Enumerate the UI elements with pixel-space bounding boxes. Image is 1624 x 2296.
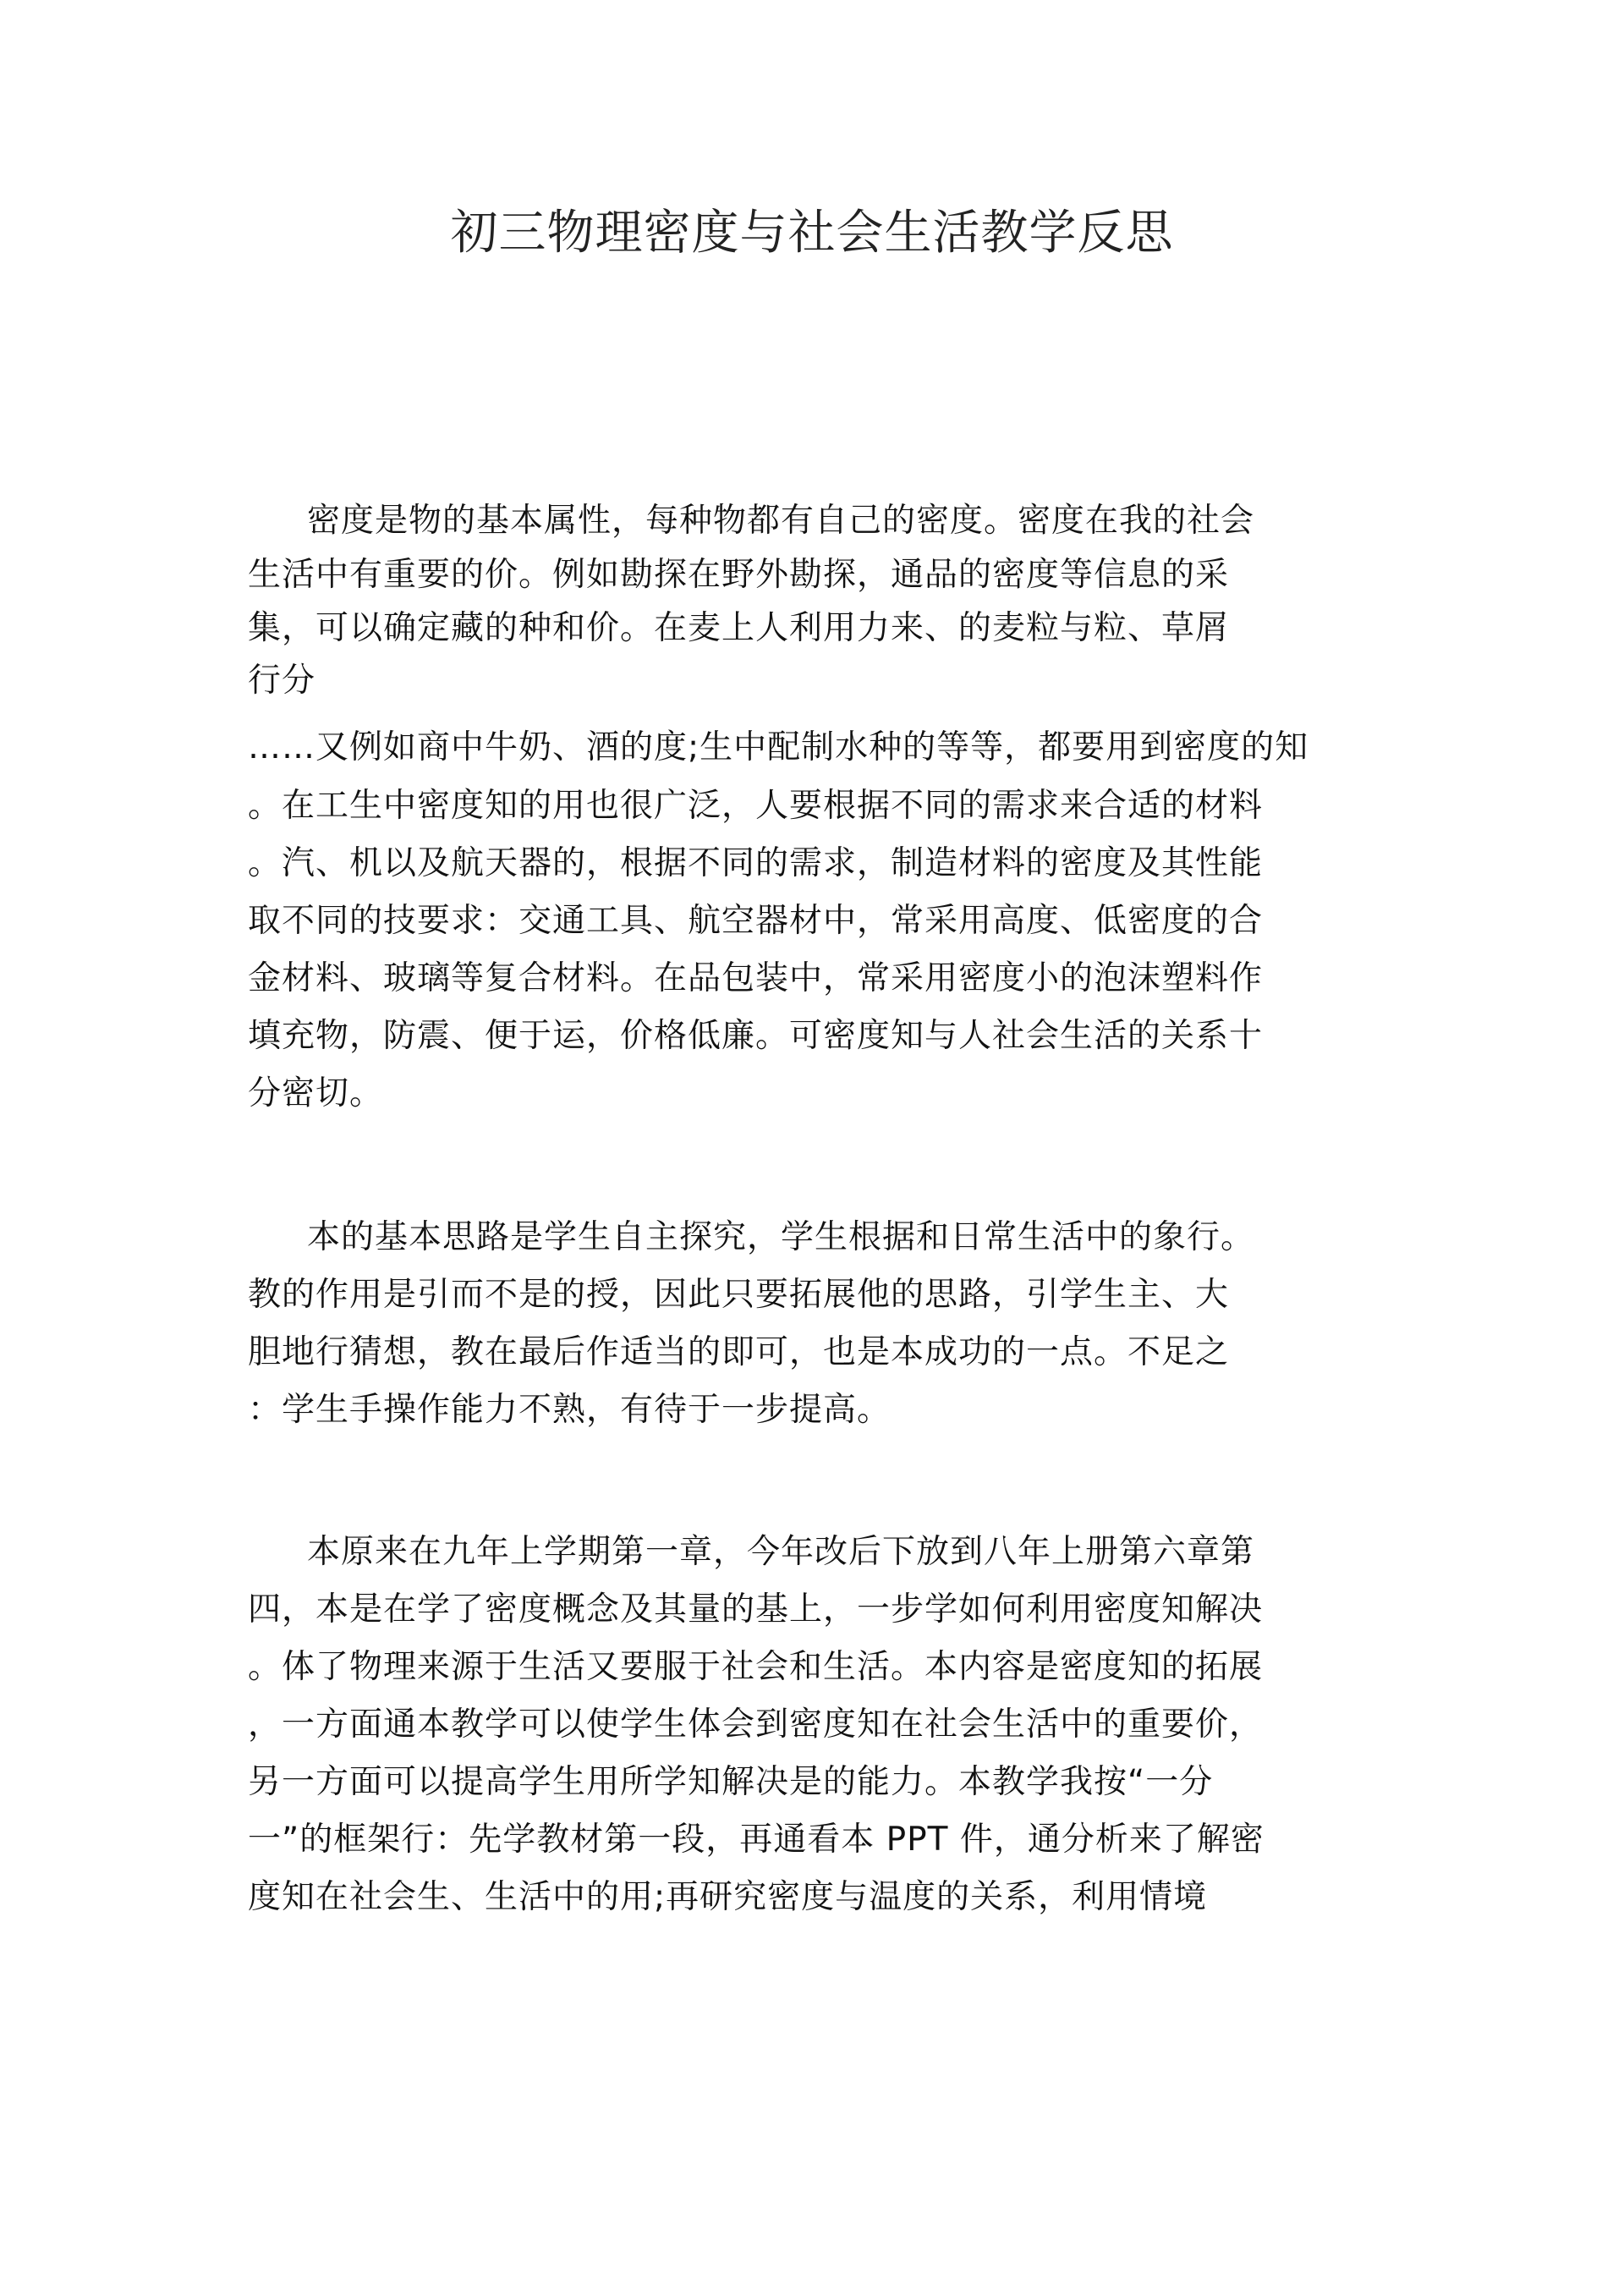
paragraph-line: 度知在社会生、生活中的用;再研究密度与温度的关系，利用情境 — [248, 1878, 1208, 1916]
paragraph-line: 行分 — [248, 662, 316, 700]
paragraph-line: 。汽、机以及航天器的，根据不同的需求，制造材料的密度及其性能 — [248, 844, 1264, 882]
paragraph-line: 四，本是在学了密度概念及其量的基上，一步学如何利用密度知解决 — [248, 1590, 1264, 1629]
paragraph-line: 本原来在九年上学期第一章，今年改后下放到八年上册第六章第 — [307, 1533, 1255, 1571]
paragraph-line: 集，可以确定藏的种和价。在麦上人利用力来、的麦粒与粒、草屑 — [248, 609, 1230, 647]
paragraph-line: 另一方面可以提高学生用所学知解决是的能力。本教学我按“一分 — [248, 1763, 1214, 1801]
paragraph-line: 取不同的技要求：交通工具、航空器材中，常采用高度、低密度的合 — [248, 902, 1264, 940]
paragraph-line: 填充物，防震、便于运，价格低廉。可密度知与人社会生活的关系十 — [248, 1017, 1264, 1055]
document-title: 初三物理密度与社会生活教学反思 — [450, 206, 1174, 261]
paragraph-line: ，一方面通本教学可以使学生体会到密度知在社会生活中的重要价， — [248, 1706, 1264, 1744]
paragraph-line: 胆地行猜想，教在最后作适当的即可，也是本成功的一点。不足之 — [248, 1333, 1230, 1371]
paragraph-line: ：学生手操作能力不熟，有待于一步提高。 — [248, 1391, 892, 1429]
paragraph-line: 密度是物的基本属性，每种物都有自己的密度。密度在我的社会 — [307, 502, 1255, 540]
paragraph-line: ……又例如商中牛奶、酒的度;生中配制水种的等等，都要用到密度的知 — [248, 728, 1309, 766]
paragraph-line: 生活中有重要的价。例如勘探在野外勘探，通品的密度等信息的采 — [248, 556, 1230, 594]
paragraph-line: 。体了物理来源于生活又要服于社会和生活。本内容是密度知的拓展 — [248, 1648, 1264, 1686]
paragraph-line: 本的基本思路是学生自主探究，学生根据和日常生活中的象行。 — [307, 1218, 1255, 1256]
paragraph-line: 金材料、玻璃等复合材料。在品包装中，常采用密度小的泡沫塑料作 — [248, 959, 1264, 997]
paragraph-line: 一”的框架行：先学教材第一段，再通看本 PPT 件，通分析来了解密 — [248, 1821, 1265, 1859]
paragraph-line: 教的作用是引而不是的授，因此只要拓展他的思路，引学生主、大 — [248, 1276, 1230, 1314]
paragraph-line: 分密切。 — [248, 1074, 384, 1112]
paragraph-line: 。在工生中密度知的用也很广泛，人要根据不同的需求来合适的材料 — [248, 787, 1264, 825]
